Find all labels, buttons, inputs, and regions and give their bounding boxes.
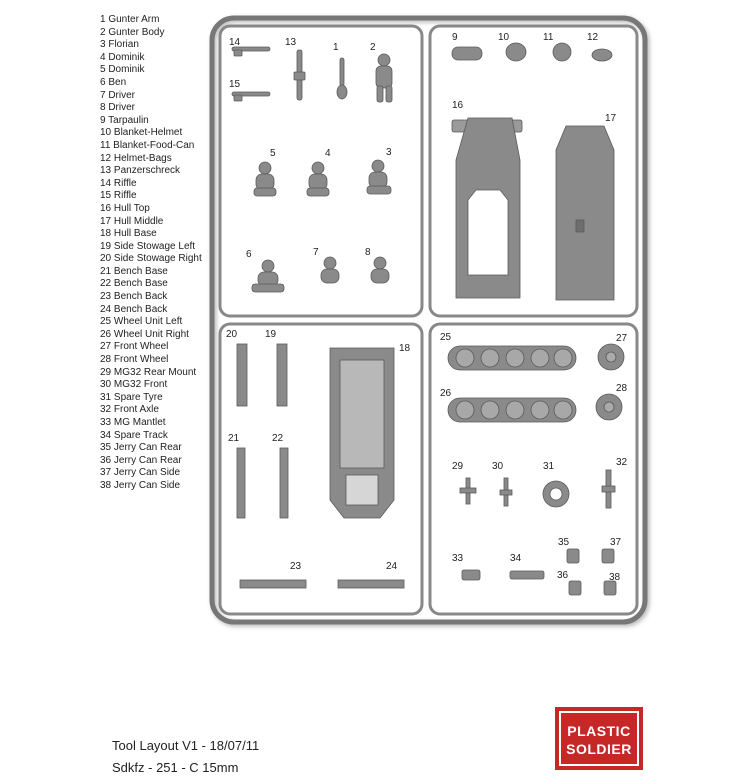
legend-item: 5 Dominik xyxy=(100,64,145,76)
part-23-bench-back xyxy=(240,580,306,588)
part-label-34: 34 xyxy=(510,553,522,564)
legend-item: 14 Riffle xyxy=(100,177,137,189)
plastic-soldier-logo xyxy=(555,707,643,770)
legend-item: 22 Bench Base xyxy=(100,278,168,290)
part-9-tarpaulin xyxy=(452,47,482,60)
part-25-wheel-unit-left xyxy=(448,346,576,370)
part-label-38: 38 xyxy=(609,572,621,583)
part-label-36: 36 xyxy=(557,570,569,581)
part-label-29: 29 xyxy=(452,461,464,472)
legend-item: 3 Florian xyxy=(100,39,139,51)
legend-item: 10 Blanket-Helmet xyxy=(100,127,183,139)
legend-item: 36 Jerry Can Rear xyxy=(100,454,182,466)
legend-item: 12 Helmet-Bags xyxy=(100,152,172,164)
part-label-10: 10 xyxy=(498,32,510,43)
part-20-side-stowage-right xyxy=(237,344,247,406)
logo-line-1: PLASTIC xyxy=(567,723,631,739)
part-label-25: 25 xyxy=(440,332,452,343)
part-17-hull-middle xyxy=(556,126,614,300)
part-18-hull-base xyxy=(330,348,394,518)
model-caption: Sdkfz - 251 - C 15mm xyxy=(112,760,239,775)
legend-item: 35 Jerry Can Rear xyxy=(100,442,182,454)
part-label-11: 11 xyxy=(543,32,554,43)
part-19-side-stowage-left xyxy=(277,344,287,406)
legend-item: 7 Driver xyxy=(100,89,136,101)
part-22-bench-base xyxy=(280,448,288,518)
part-label-23: 23 xyxy=(290,561,302,572)
legend-item: 9 Tarpaulin xyxy=(100,114,149,126)
part-label-20: 20 xyxy=(226,329,238,340)
legend-item: 24 Bench Back xyxy=(100,303,168,315)
part-33-mg-mantlet xyxy=(462,570,480,580)
part-35-jerry-can-rear xyxy=(567,549,579,563)
part-label-2: 2 xyxy=(370,42,376,53)
part-27-front-wheel xyxy=(598,344,624,370)
part-label-4: 4 xyxy=(325,148,331,159)
part-11-blanket-food-can xyxy=(553,43,571,61)
legend-item: 33 MG Mantlet xyxy=(100,417,166,428)
legend-item: 13 Panzerschreck xyxy=(100,165,181,177)
part-label-32: 32 xyxy=(616,457,628,468)
part-label-27: 27 xyxy=(616,333,628,344)
part-16-hull-top xyxy=(452,118,522,298)
part-label-13: 13 xyxy=(285,37,297,48)
part-label-22: 22 xyxy=(272,433,284,444)
legend-item: 17 Hull Middle xyxy=(100,215,164,227)
part-label-31: 31 xyxy=(543,461,555,472)
legend-item: 28 Front Wheel xyxy=(100,354,169,366)
part-label-17: 17 xyxy=(605,113,617,124)
legend-item: 38 Jerry Can Side xyxy=(100,479,181,491)
legend-item: 30 MG32 Front xyxy=(100,379,168,391)
legend-item: 19 Side Stowage Left xyxy=(100,240,196,252)
part-label-35: 35 xyxy=(558,537,570,548)
legend-item: 37 Jerry Can Side xyxy=(100,467,181,479)
part-10-blanket-helmet xyxy=(506,43,526,61)
part-38-jerry-can-side xyxy=(604,581,616,595)
part-label-15: 15 xyxy=(229,79,241,90)
part-label-1: 1 xyxy=(333,42,339,53)
legend-item: 16 Hull Top xyxy=(100,202,150,214)
legend-item: 27 Front Wheel xyxy=(100,341,169,353)
part-label-30: 30 xyxy=(492,461,504,472)
part-label-21: 21 xyxy=(228,433,240,444)
part-label-6: 6 xyxy=(246,249,252,260)
legend-item: 1 Gunter Arm xyxy=(100,14,160,25)
part-label-18: 18 xyxy=(399,343,411,354)
part-label-8: 8 xyxy=(365,247,371,258)
legend-item: 21 Bench Base xyxy=(100,265,168,277)
legend-item: 18 Hull Base xyxy=(100,228,157,240)
part-label-16: 16 xyxy=(452,100,464,111)
part-34-spare-track xyxy=(510,571,544,579)
part-37-jerry-can-side xyxy=(602,549,614,563)
part-label-7: 7 xyxy=(313,247,319,258)
legend-item: 20 Side Stowage Right xyxy=(100,253,202,265)
legend-item: 31 Spare Tyre xyxy=(100,391,163,403)
legend-item: 32 Front Axle xyxy=(100,404,159,416)
tool-layout-caption: Tool Layout V1 - 18/07/11 xyxy=(112,738,260,753)
legend-item: 26 Wheel Unit Right xyxy=(100,328,189,340)
legend-item: 6 Ben xyxy=(100,76,127,88)
part-36-jerry-can-rear xyxy=(569,581,581,595)
legend-item: 29 MG32 Rear Mount xyxy=(100,366,197,378)
part-label-14: 14 xyxy=(229,37,241,48)
part-label-12: 12 xyxy=(587,32,599,43)
legend-item: 25 Wheel Unit Left xyxy=(100,316,183,328)
part-12-helmet-bags xyxy=(592,49,612,61)
part-label-33: 33 xyxy=(452,553,464,564)
part-label-19: 19 xyxy=(265,329,277,340)
logo-line-2: SOLDIER xyxy=(566,741,632,757)
part-label-3: 3 xyxy=(386,147,392,158)
legend-item: 2 Gunter Body xyxy=(100,26,165,38)
legend-item: 11 Blanket-Food-Can xyxy=(100,139,195,151)
part-label-26: 26 xyxy=(440,388,452,399)
part-28-front-wheel xyxy=(596,394,622,420)
legend-item: 4 Dominik xyxy=(100,51,145,63)
part-31-spare-tyre xyxy=(543,481,569,507)
part-24-bench-back xyxy=(338,580,404,588)
legend-item: 8 Driver xyxy=(100,102,136,114)
legend-item: 34 Spare Track xyxy=(100,429,168,441)
legend-item: 15 Riffle xyxy=(100,190,137,202)
legend-item: 23 Bench Back xyxy=(100,291,168,303)
part-label-28: 28 xyxy=(616,383,628,394)
part-label-5: 5 xyxy=(270,148,276,159)
part-label-24: 24 xyxy=(386,561,398,572)
part-26-wheel-unit-right xyxy=(448,398,576,422)
part-label-37: 37 xyxy=(610,537,622,548)
part-21-bench-base xyxy=(237,448,245,518)
part-label-9: 9 xyxy=(452,32,458,43)
